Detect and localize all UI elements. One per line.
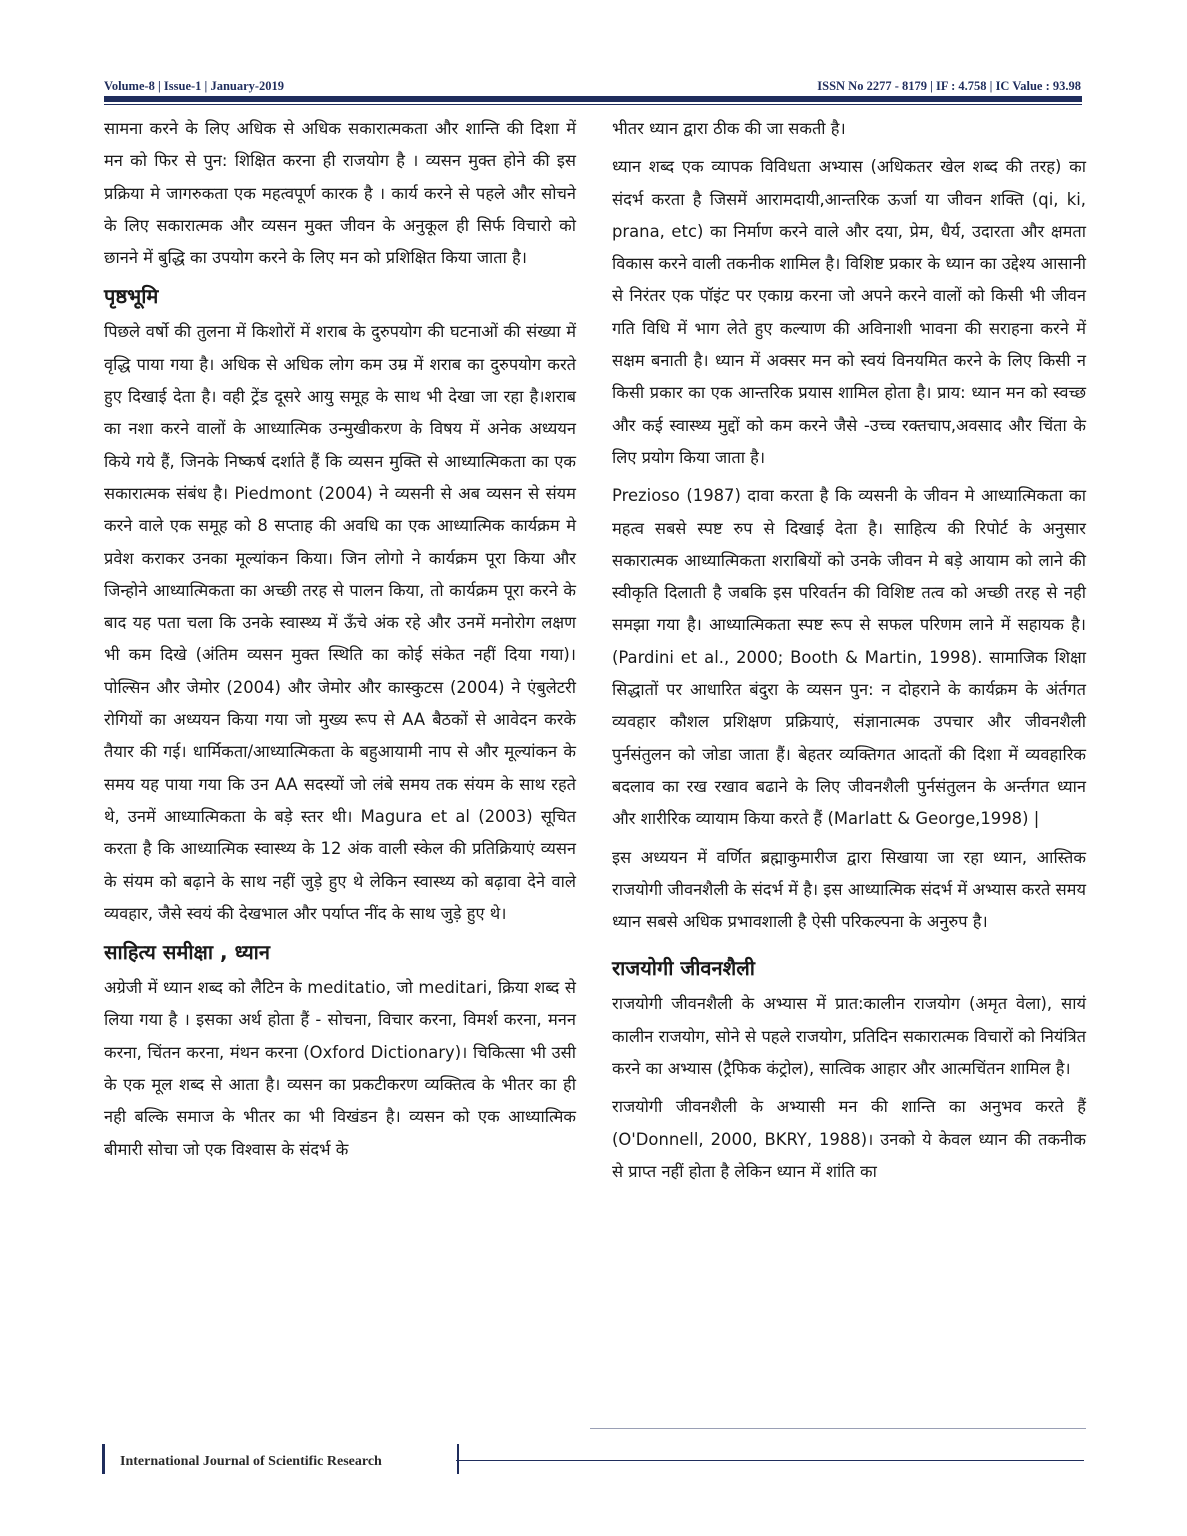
right-paragraph-4: इस अध्ययन में वर्णित ब्रह्माकुमारीज द्वारा सिखाया जा रहा ध्यान, आस्तिक राजयोगी जीवनशैली के संदर्भ में है। इस आध्यात्मिक संदर्भ में अभ्यास करते समय ध्यान सबसे अधिक प्रभावशाली है ऐसी परिकल्पना के अनुरुप है। bbox=[612, 847, 1086, 932]
footer-journal-name: International Journal of Scientific Research bbox=[120, 1454, 382, 1469]
section-heading-literature-review: साहित्य समीक्षा , ध्यान bbox=[104, 940, 270, 965]
footer-rule bbox=[456, 1460, 1084, 1461]
header-bar bbox=[104, 96, 1082, 102]
left-column bbox=[104, 113, 576, 1166]
section-heading-background: पृष्ठभूमि bbox=[104, 284, 159, 309]
right-paragraph-1: भीतर ध्यान द्वारा ठीक की जा सकती है। bbox=[612, 119, 846, 138]
right-paragraph-3: Prezioso (1987) दावा करता है कि व्यसनी के जीवन मे आध्यात्मिकता का महत्व सबसे स्पष्ट रुप से दिखाई देता है। साहित्य की रिपोर्ट के अनुसार सकारात्मक आध्यात्मिकता शराबियों को उनके जीवन मे बड़े आयाम को लाने की स्वीकृति दिलाती है जबकि इस परिवर्तन की विशिष्ट तत्व को अच्छी तरह से नही समझा गया है। आध्यात्मिकता स्पष्ट रूप से सफल परिणम लाने में सहायक है।(Pardini et al., 2000; Booth & Martin, 1998). सामाजिक शिक्षा सिद्धातों पर आधारित बंदुरा के व्यसन पुन: न दोहराने के कार्यक्रम के अंर्तगत व्यवहार कौशल प्रशिक्षण प्रक्रियाएं, संज्ञानात्मक उपचार और जीवनशैली पुर्नसंतुलन को जोडा जाता हैं। बेहतर व्यक्तिगत आदतों की दिशा में व्यवहारिक बदलाव का रख रखाव बढाने के लिए जीवनशैली पुर्नसंतुलन के अर्न्तगत ध्यान और शारीरिक व्यायाम किया करते हैं (Marlatt & George,1998) | bbox=[612, 486, 1086, 829]
right-paragraph-2: ध्यान शब्द एक व्यापक विविधता अभ्यास (अधिकतर खेल शब्द की तरह) का संदर्भ करता है जिसमें आरामदायी,आन्तरिक ऊर्जा या जीवन शक्ति (qi, ki, prana, etc) का निर्माण करने वाले और दया, प्रेम, धैर्य, उदारता और क्षमता विकास करने वाली तकनीक शामिल है। विशिष्ट प्रकार के ध्यान का उद्देश्य आसानी से निरंतर एक पॉइंट पर एकाग्र करना जो अपने करने वालों को किसी भी जीवन गति विधि में भाग लेते हुए कल्याण की अविनाशी भावना की सराहना करने में सक्षम बनाती है। ध्यान में अक्सर मन को स्वयं विनयमित करने के लिए किसी न किसी प्रकार का एक आन्तरिक प्रयास शामिल होता है। प्राय: ध्यान मन को स्वच्छ और कई स्वास्थ्य मुद्दों को कम करने जैसे -उच्च रक्तचाप,अवसाद और चिंता के लिए प्रयोग किया जाता है। bbox=[612, 157, 1086, 467]
left-paragraph-1: सामना करने के लिए अधिक से अधिक सकारात्मकता और शान्ति की दिशा में मन को फिर से पुन: शिक्षित करना ही राजयोग है । व्यसन मुक्त होने की इस प्रक्रिया मे जागरुकता एक महत्वपूर्ण कारक है । कार्य करने से पहले और सोचने के लिए सकारात्मक और व्यसन मुक्त जीवन के अनुकूल ही सिर्फ विचारो को छानने में बुद्धि का उपयोग करने के लिए मन को प्रशिक्षित किया जाता है। bbox=[104, 119, 576, 268]
right-column bbox=[612, 113, 1086, 1188]
right-paragraph-6: राजयोगी जीवनशैली के अभ्यासी मन की शान्ति का अनुभव करते हैं (O'Donnell, 2000, BKRY, 1988)। उनको ये केवल ध्यान की तकनीक से प्राप्त नहीं होता है लेकिन ध्यान में शांति का bbox=[612, 1097, 1086, 1181]
right-paragraph-5: राजयोगी जीवनशैली के अभ्यास में प्रात:कालीन राजयोग (अमृत वेला), सायं कालीन राजयोग, सोने से पहले राजयोग, प्रतिदिन सकारात्मक विचारों को नियंत्रित करने का अभ्यास (ट्रैफिक कंट्रोल), सात्विक आहार और आत्मचिंतन शामिल है। bbox=[612, 994, 1086, 1079]
header-volume-info: Volume-8 | Issue-1 | January-2019 bbox=[104, 79, 285, 93]
header-rule bbox=[104, 104, 1082, 105]
column-end-rule bbox=[590, 1428, 1086, 1429]
left-paragraph-2: पिछले वर्षो की तुलना में किशोरों में शराब के दुरुपयोग की घटनाओं की संख्या में वृद्धि पाया गया है। अधिक से अधिक लोग कम उम्र में शराब का दुरुपयोग करते हुए दिखाई देता है। वही ट्रेंड दूसरे आयु समूह के साथ भी देखा जा रहा है।शराब का नशा करने वालों के आध्यात्मिक उन्मुखीकरण के विषय में अनेक अध्ययन किये गये हैं, जिनके निष्कर्ष दर्शाते हैं कि व्यसन मुक्ति से आध्यात्मिकता का एक सकारात्मक संबंध है। Piedmont (2004) ने व्यसनी से अब व्यसन से संयम करने वाले एक समूह को 8 सप्ताह की अवधि का एक आध्यात्मिक कार्यक्रम मे प्रवेश कराकर उनका मूल्यांकन किया। जिन लोगो ने कार्यक्रम पूरा किया और जिन्होने आध्यात्मिकता का अच्छी तरह से पालन किया, तो कार्यक्रम पूरा करने के बाद यह पता चला कि उनके स्वास्थ्य में ऊँचे अंक रहे और उनमें मनोरोग लक्षण भी कम दिखे (अंतिम व्यसन मुक्त स्थिति का कोई संकेत नहीं दिया गया)। पोल्सिन और जेमोर (2004) और जेमोर और कास्कुटस (2004) ने एंबुलेटरी रोगियों का अध्ययन किया गया जो मुख्य रूप से AA बैठकों से आवेदन करके तैयार की गई। धार्मिकता/आध्यात्मिकता के बहुआयामी नाप से और मूल्यांकन के समय यह पाया गया कि उन AA सदस्यों जो लंबे समय तक संयम के साथ रहते थे, उनमें आध्यात्मिकता के बड़े स्तर थी। Magura et al (2003) सूचित करता है कि आध्यात्मिक स्वास्थ्य के 12 अंक वाली स्केल की प्रतिक्रियाएं व्यसन के संयम को बढ़ाने के साथ नहीं जुड़े हुए थे लेकिन स्वास्थ्य को बढ़ावा देने वाले व्यवहार, जैसे स्वयं की देखभाल और पर्याप्त नींद के साथ जुड़े हुए थे। bbox=[104, 322, 576, 923]
header-issn-info: ISSN No 2277 - 8179 | IF : 4.758 | IC Value : 93.98 bbox=[817, 79, 1081, 93]
left-paragraph-3: अग्रेजी में ध्यान शब्द को लैटिन के meditatio, जो meditari, क्रिया शब्द से लिया गया है । इसका अर्थ होता हैं - सोचना, विचार करना, विमर्श करना, मनन करना, चिंतन करना, मंथन करना (Oxford Dictionary)। चिकित्सा भी उसी के एक मूल शब्द से आता है। व्यसन का प्रकटीकरण व्यक्तित्व के भीतर का ही नही बल्कि समाज के भीतर का भी विखंडन है। व्यसन को एक आध्यात्मिक बीमारी सोचा जो एक विश्वास के संदर्भ के bbox=[104, 978, 576, 1159]
section-heading-rajyogi-lifestyle: राजयोगी जीवनशैली bbox=[612, 956, 755, 981]
